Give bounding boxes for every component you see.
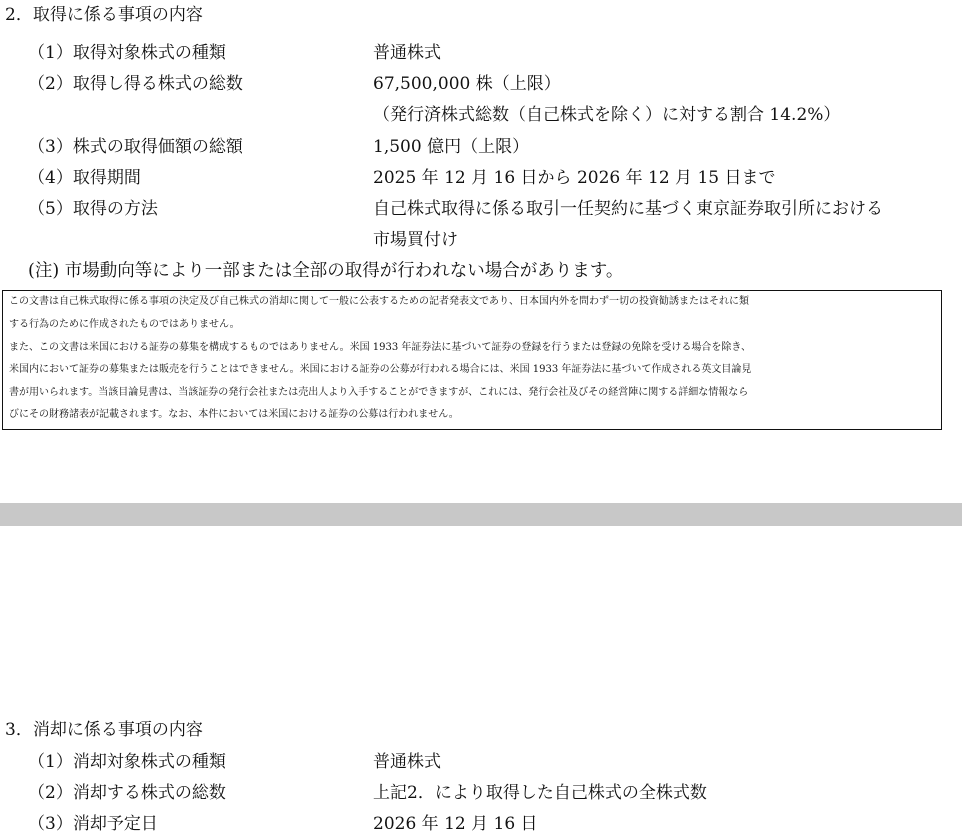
disclaimer-line: 米国内において証券の募集または販売を行うことはできません。米国における証券の公募が行われる場合には、米国 1933 年証券法に基づいて作成される英文目論見 — [9, 364, 752, 375]
disclaimer-line: 書が用いられます。当該目論見書は、当該証券の発行会社または売出人より入手することができますが、これには、発行会社及びその経営陣に関する詳細な情報なら — [9, 387, 749, 398]
disclaimer-line: この文書は自己株式取得に係る事項の決定及び自己株式の消却に関して一般に公表するための記者発表文であり、日本国内外を問わず一切の投資勧誘またはそれに類 — [9, 296, 749, 307]
item-2-2-value-ratio: （発行済株式総数（自己株式を除く）に対する割合 14.2%） — [373, 105, 841, 125]
item-2-1-value: 普通株式 — [373, 43, 441, 63]
disclaimer-line: びにその財務諸表が記載されます。なお、本件においては米国における証券の公募は行われません。 — [9, 409, 459, 420]
item-2-3-label: （3）株式の取得価額の総額 — [28, 137, 243, 157]
document-page-2 — [0, 526, 962, 840]
item-3-3-label: （3）消却予定日 — [28, 814, 158, 834]
item-2-2-label: （2）取得し得る株式の総数 — [28, 74, 243, 94]
item-3-2-value: 上記2．により取得した自己株式の全株式数 — [373, 783, 707, 803]
section-3-heading: 3．消却に係る事項の内容 — [5, 720, 203, 740]
item-3-1-value: 普通株式 — [373, 752, 441, 772]
item-2-3-value: 1,500 億円（上限） — [373, 137, 530, 157]
item-3-2-label: （2）消却する株式の総数 — [28, 783, 226, 803]
item-2-4-value: 2025 年 12 月 16 日から 2026 年 12 月 15 日まで — [373, 168, 776, 188]
disclaimer-line: する行為のために作成されたものではありません。 — [9, 319, 240, 330]
item-2-1-label: （1）取得対象株式の種類 — [28, 43, 226, 63]
item-2-5-value: 自己株式取得に係る取引一任契約に基づく東京証券取引所における — [373, 199, 883, 219]
item-2-4-label: （4）取得期間 — [28, 168, 141, 188]
item-3-3-value: 2026 年 12 月 16 日 — [373, 814, 538, 834]
item-2-2-value: 67,500,000 株（上限） — [373, 74, 561, 94]
item-3-1-label: （1）消却対象株式の種類 — [28, 752, 226, 772]
section-2-heading: 2．取得に係る事項の内容 — [5, 5, 203, 25]
disclaimer-box — [2, 290, 942, 430]
page-separator — [0, 503, 962, 526]
disclaimer-line: また、この文書は米国における証券の募集を構成するものではありません。米国 1933 年証券法に基づいて証券の登録を行うまたは登録の免除を受ける場合を除き、 — [9, 342, 752, 353]
item-2-5-value-cont: 市場買付け — [373, 230, 458, 250]
section-2-note: (注) 市場動向等により一部または全部の取得が行われない場合があります。 — [28, 261, 624, 281]
item-2-5-label: （5）取得の方法 — [28, 199, 158, 219]
